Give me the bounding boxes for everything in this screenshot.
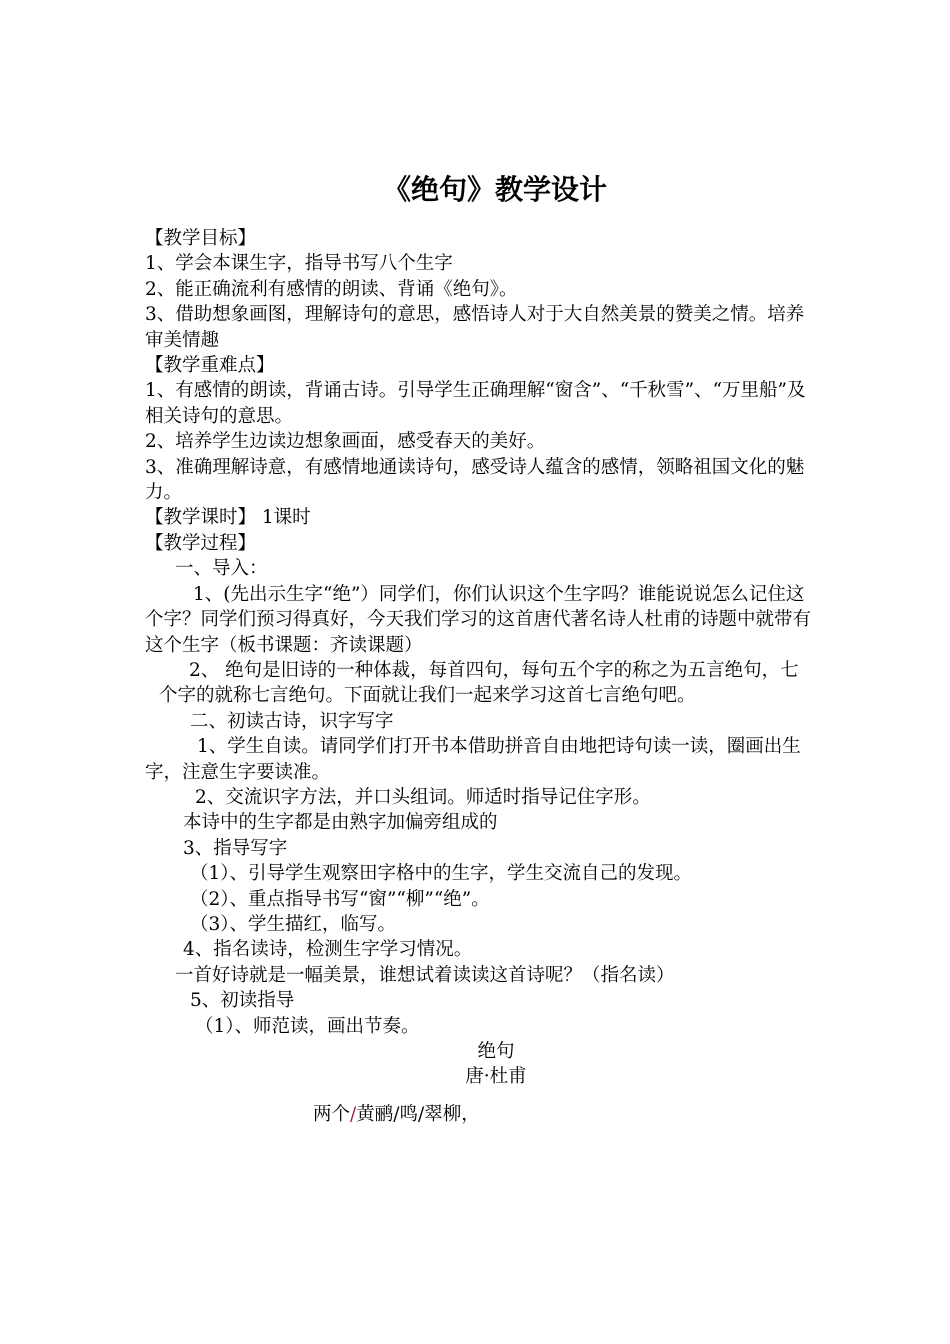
key-point-item: 2、培养学生边读边想象画面，感受春天的美好。 bbox=[145, 431, 546, 453]
poem-author: 唐·杜甫 bbox=[465, 1066, 527, 1088]
goal-item: 3、借助想象画图，理解诗句的意思，感悟诗人对于大自然美景的赞美之情。培养审美情趣 bbox=[145, 304, 805, 351]
sub-step-item: （1）、师范读，画出节奏。 bbox=[195, 1015, 420, 1037]
step-item: 1、(先出示生字“绝”）同学们，你们认识这个生字吗？谁能说说怎么记住这个字？同学们预习得真好，今天我们学习的这首唐代著名诗人杜甫的诗题中就带有这个生字（板书课题：齐读课题） bbox=[145, 583, 812, 656]
sub-step-item: （3）、学生描红，临写。 bbox=[190, 913, 397, 935]
sub-step-item: （1）、引导学生观察田字格中的生字，学生交流自己的发现。 bbox=[190, 863, 693, 885]
document-body bbox=[145, 226, 817, 1127]
step-item: 1、学生自读。请同学们打开书本借助拼音自由地把诗句读一读，圈画出生字，注意生字要读准。 bbox=[145, 736, 801, 783]
goal-item: 1、学会本课生字，指导书写八个生字 bbox=[145, 253, 453, 275]
verse-segment: 鸣 bbox=[399, 1103, 419, 1125]
section-heading-goals: 【教学目标】 bbox=[145, 228, 257, 249]
section-heading-key-points: 【教学重难点】 bbox=[145, 355, 275, 377]
key-point-item: 3、准确理解诗意，有感情地通读诗句，感受诗人蕴含的感情，领略祖国文化的魅力。 bbox=[145, 456, 805, 504]
step-item: 2、 绝句是旧诗的一种体裁，每首四句，每句五个字的称之为五言绝句，七个字的就称七言绝句。下面就让我们一起来学习这首七言绝句吧。 bbox=[159, 659, 799, 707]
poem-title: 绝句 bbox=[477, 1041, 515, 1062]
poem-verse-line bbox=[145, 1102, 817, 1127]
rhythm-mark: / bbox=[393, 1103, 400, 1125]
goal-item: 2、能正确流利有感情的朗读、背诵《绝句》。 bbox=[145, 278, 518, 300]
key-point-item: 1、有感情的朗读，背诵古诗。引导学生正确理解“窗含”、“千秋雪”、“万里船”及相关诗句的意思。 bbox=[145, 380, 806, 427]
step-item: 3、指导写字 bbox=[183, 837, 288, 859]
step-item: 5、初读指导 bbox=[190, 990, 295, 1012]
step-item: 2、交流识字方法，并口头组词。师适时指导记住字形。 bbox=[195, 786, 651, 808]
step-item: 4、指名读诗，检测生字学习情况。 bbox=[183, 939, 473, 961]
document-title: 《绝句》教学设计 bbox=[382, 173, 607, 206]
section-heading-process: 【教学过程】 bbox=[145, 532, 257, 554]
step-heading: 二、初读古诗，识字写字 bbox=[190, 710, 394, 732]
step-heading: 一、导入： bbox=[175, 558, 268, 580]
step-note: 一首好诗就是一幅美景，谁想试着读读这首诗呢？（指名读） bbox=[175, 964, 675, 986]
verse-segment: 黄鹂 bbox=[356, 1103, 394, 1125]
step-note: 本诗中的生字都是由熟字加偏旁组成的 bbox=[183, 812, 498, 834]
verse-segment: 翠柳， bbox=[424, 1103, 480, 1125]
verse-segment: 两个 bbox=[313, 1103, 351, 1125]
rhythm-mark: / bbox=[350, 1103, 357, 1125]
section-heading-hours: 【教学课时】 1课时 bbox=[145, 507, 311, 529]
rhythm-mark: / bbox=[418, 1103, 425, 1125]
sub-step-item: （2）、重点指导书写“窗”“柳”“绝”。 bbox=[190, 888, 490, 910]
